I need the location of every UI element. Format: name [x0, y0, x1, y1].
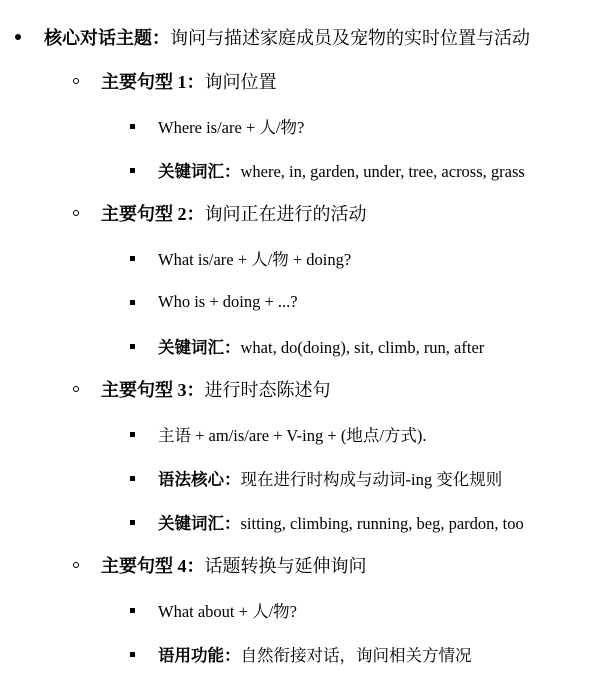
- pattern-2-detail-3-label: 关键词汇：: [158, 338, 241, 357]
- pattern-3-detail-3: [0, 507, 605, 537]
- bullet-circle-icon: [73, 386, 79, 392]
- pattern-2-item: [0, 198, 605, 228]
- pattern-4-detail-2-label: 语用功能：: [158, 646, 241, 665]
- topic-item: [0, 22, 605, 52]
- bullet-square-icon: [130, 608, 135, 613]
- pattern-3-detail-2: [0, 463, 605, 493]
- bullet-square-icon: [130, 520, 135, 525]
- pattern-1-detail-2-label: 关键词汇：: [158, 162, 241, 181]
- pattern-1-item: [0, 66, 605, 96]
- pattern-3-item: [0, 374, 605, 404]
- pattern-3-detail-3-label: 关键词汇：: [158, 514, 241, 533]
- pattern-3-detail-1-text: 主语 + am/is/are + V-ing + (地点/方式).: [158, 426, 427, 445]
- pattern-4-item: [0, 550, 605, 580]
- bullet-square-icon: [130, 652, 135, 657]
- pattern-1-detail-2-text: where, in, garden, under, tree, across, grass: [240, 162, 525, 181]
- pattern-1-label: 主要句型 1：: [101, 72, 205, 92]
- pattern-2-detail-3-text: what, do(doing), sit, climb, run, after: [240, 338, 485, 357]
- bullet-square-icon: [130, 124, 135, 129]
- pattern-2-detail-1-text: What is/are + 人/物 + doing?: [158, 250, 352, 269]
- pattern-2-detail-2-text: Who is + doing + ...?: [158, 292, 298, 311]
- bullet-square-icon: [130, 300, 135, 305]
- pattern-2-text: 询问正在进行的活动: [204, 204, 367, 224]
- pattern-1-detail-2: [0, 155, 605, 185]
- pattern-1-text: 询问位置: [204, 72, 277, 92]
- pattern-3-text: 进行时态陈述句: [204, 380, 331, 400]
- pattern-1-detail-1: [0, 111, 605, 141]
- pattern-3-detail-3-text: sitting, climbing, running, beg, pardon, too: [240, 514, 524, 533]
- bullet-square-icon: [130, 256, 135, 261]
- bullet-circle-icon: [73, 210, 79, 216]
- pattern-3-detail-2-text: 现在进行时构成与动词-ing 变化规则: [240, 470, 503, 489]
- pattern-2-detail-3: [0, 331, 605, 361]
- pattern-2-detail-2: [0, 287, 605, 317]
- bullet-disc-icon: [15, 34, 21, 40]
- pattern-4-detail-1-text: What about + 人/物?: [158, 602, 297, 621]
- bullet-square-icon: [130, 476, 135, 481]
- pattern-4-detail-2-text: 自然衔接对话，询问相关方情况: [240, 646, 472, 665]
- pattern-4-detail-2: [0, 639, 605, 669]
- bullet-square-icon: [130, 344, 135, 349]
- topic-label: 核心对话主题：: [44, 28, 170, 48]
- pattern-2-detail-1: [0, 243, 605, 273]
- bullet-square-icon: [130, 432, 135, 437]
- pattern-4-label: 主要句型 4：: [101, 556, 205, 576]
- bullet-circle-icon: [73, 78, 79, 84]
- pattern-4-detail-1: [0, 595, 605, 625]
- pattern-2-label: 主要句型 2：: [101, 204, 205, 224]
- bullet-circle-icon: [73, 562, 79, 568]
- bullet-square-icon: [130, 168, 135, 173]
- pattern-3-label: 主要句型 3：: [101, 380, 205, 400]
- topic-text: 询问与描述家庭成员及宠物的实时位置与活动: [170, 28, 530, 48]
- pattern-3-detail-1: [0, 419, 605, 449]
- pattern-1-detail-1-text: Where is/are + 人/物?: [158, 118, 305, 137]
- pattern-4-text: 话题转换与延伸询问: [204, 556, 367, 576]
- pattern-3-detail-2-label: 语法核心：: [158, 470, 241, 489]
